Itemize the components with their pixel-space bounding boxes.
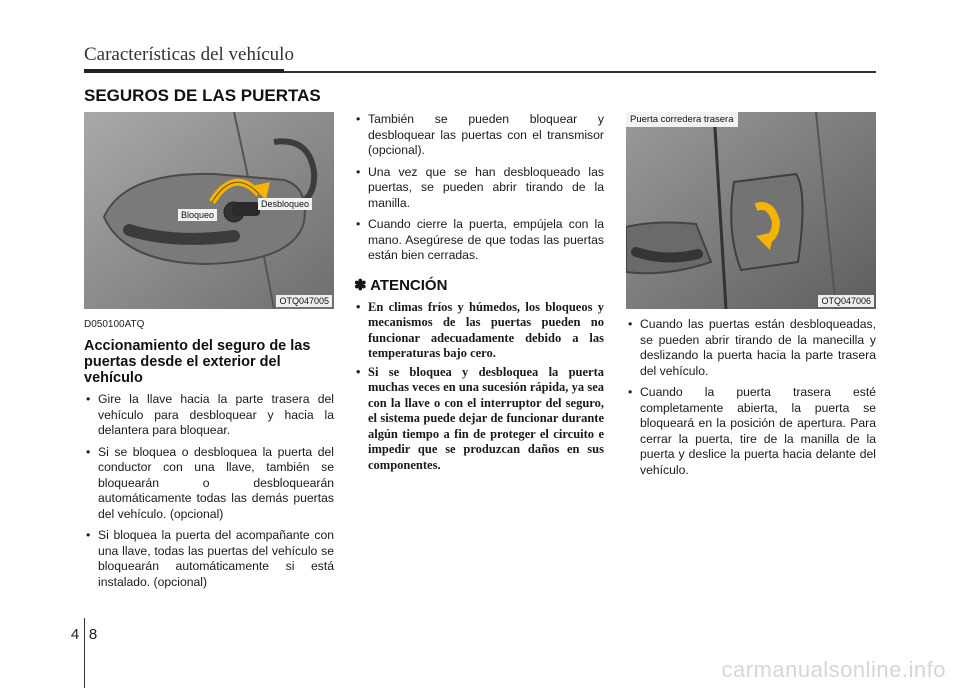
door-handle-photo — [84, 112, 334, 309]
header-rule-accent — [84, 69, 284, 73]
lock-callout: Bloqueo — [178, 209, 217, 221]
sliding-door-photo — [626, 112, 876, 309]
sliding-door-callout: Puerta corredera trasera — [626, 112, 738, 127]
caution-title: ✽ ATENCIÓN — [354, 276, 448, 294]
page-section: 4 — [70, 626, 80, 643]
middle-column — [354, 112, 604, 476]
figure-code: OTQ047005 — [276, 295, 332, 307]
list-item: • En climas fríos y húmedos, los bloqueos y mecanismos de las puertas pueden no funcionar adecuadamente debido a las temperaturas bajo cero. — [354, 300, 604, 362]
list-item: • También se pueden bloquear y desbloquear las puertas con el transmisor (opcional). — [354, 112, 604, 159]
header-title: Características del vehículo — [84, 44, 294, 65]
list-item: • Cuando las puertas están desbloqueadas, se pueden abrir tirando de la manecilla y deslizando la puerta hacia la parte trasera del vehículo. — [626, 317, 876, 379]
list-item: • Cuando la puerta trasera esté completamente abierta, la puerta se bloqueará en la posición de apertura. Para cerrar la puerta, tire de la manilla de la puerta y deslice la puerta hacia delante del vehículo. — [626, 385, 876, 478]
right-bullets — [626, 317, 876, 478]
page-number — [66, 626, 102, 643]
page-index: 8 — [88, 626, 98, 643]
right-column — [626, 112, 876, 484]
caution-bullets — [354, 300, 604, 474]
list-item: • Si se bloquea o desbloquea la puerta del conductor con una llave, también se bloquearán o desbloquearán automáticamente todas las demás puertas del vehículo. (opcional) — [84, 445, 334, 523]
list-item: • Gire la llave hacia la parte trasera del vehículo para desbloquear y hacia la delantera para bloquear. — [84, 392, 334, 439]
list-item: • Cuando cierre la puerta, empújela con la mano. Asegúrese de que todas las puertas están bien cerradas. — [354, 217, 604, 264]
subheading: Accionamiento del seguro de las puertas desde el exterior del vehículo — [84, 338, 311, 386]
list-item: • Si bloquea la puerta del acompañante con una llave, todas las puertas del vehículo se bloquearán automáticamente si está instalado. (opcional) — [84, 528, 334, 590]
section-code: D050100ATQ — [84, 319, 145, 330]
section-title: SEGUROS DE LAS PUERTAS — [84, 86, 321, 105]
watermark: carmanualsonline.info — [721, 657, 946, 682]
unlock-callout: Desbloqueo — [258, 198, 312, 210]
sliding-door-illustration — [626, 112, 876, 309]
middle-bullets — [354, 112, 604, 264]
list-item: • Si se bloquea y desbloquea la puerta muchas veces en una sucesión rápida, ya sea con la llave o con el interruptor del seguro, el sistema puede dejar de funcionar durante algún tiempo a fin de proteger el circuito e impedir que se produzcan daños en sus componentes. — [354, 365, 604, 474]
left-bullets — [84, 392, 334, 590]
figure-code: OTQ047006 — [818, 295, 874, 307]
left-column — [84, 112, 334, 596]
list-item: • Una vez que se han desbloqueado las puertas, se pueden abrir tirando de la manilla. — [354, 165, 604, 212]
